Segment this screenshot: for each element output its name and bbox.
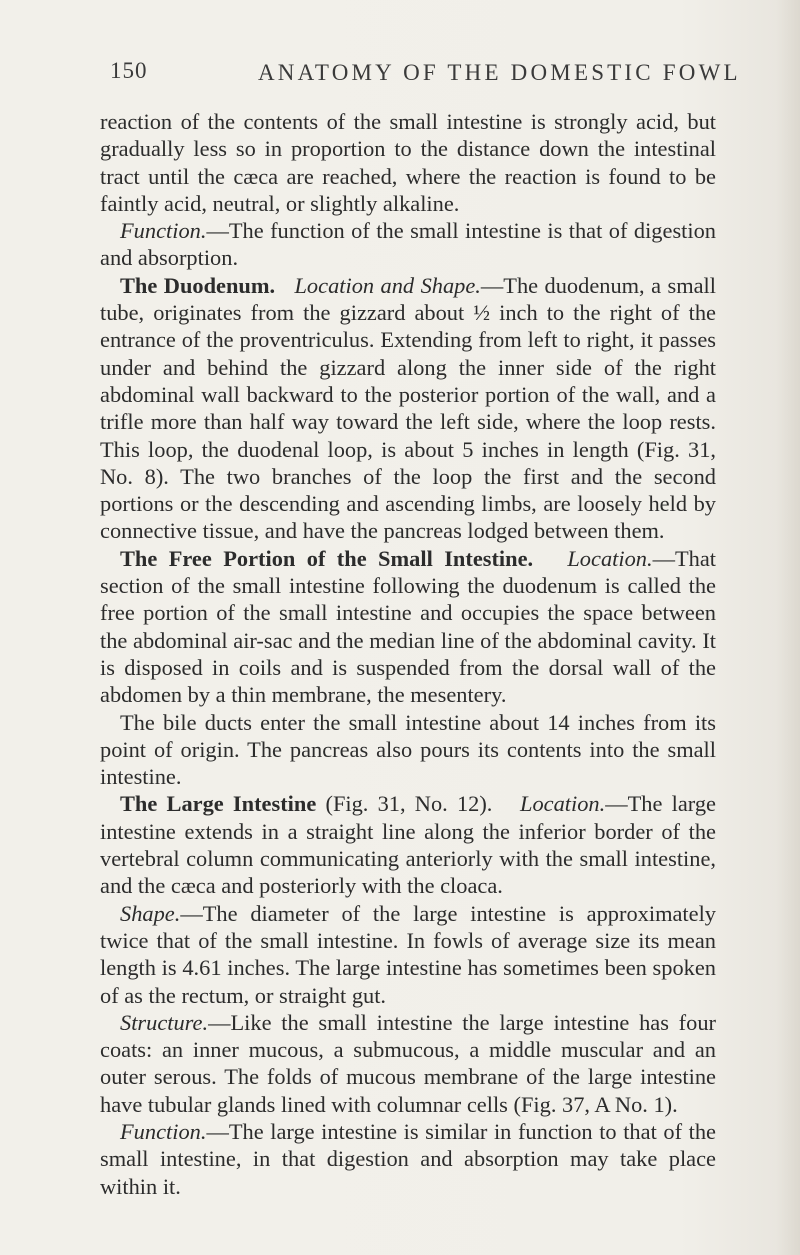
- paragraph-7-subheading: Shape.: [120, 900, 181, 926]
- paragraph-2-text: —The function of the small intestine is that of digestion and absorption.: [100, 218, 716, 271]
- paragraph-6: [100, 790, 716, 899]
- paragraph-3-subheading: Location and Shape.: [294, 272, 481, 298]
- paragraph-6-reference: (Fig. 31, No. 12).: [316, 791, 502, 817]
- paragraph-4-heading: The Free Portion of the Small Intestine.: [120, 545, 534, 571]
- paragraph-1: [100, 108, 716, 217]
- paragraph-2-subheading: Function.: [120, 218, 207, 244]
- paragraph-5: [100, 709, 716, 791]
- paragraph-9-subheading: Function.: [120, 1118, 207, 1144]
- paragraph-8: [100, 1009, 716, 1118]
- paragraph-8-text: —Like the small intestine the large intestine has four coats: an inner mucous, a submucous, a middle muscular and an outer serous. The folds of mucous membrane of the large intestine have tubular glands lined with columnar cells (Fig. 37, A No. 1).: [100, 1009, 716, 1117]
- paragraph-3: [100, 272, 716, 545]
- paragraph-9-text: —The large intestine is similar in function to that of the small intestine, in that digestion and absorption may take place within it.: [100, 1118, 716, 1199]
- paragraph-4-text: —That section of the small intestine following the duodenum is called the free portion of the small intestine and occupies the space between the abdominal air-sac and the median line of the abdominal cavity. It is disposed in coils and is suspended from the dorsal wall of the abdomen by a thin membrane, the mesentery.: [100, 545, 717, 708]
- paragraph-2: [100, 217, 716, 272]
- paragraph-8-subheading: Structure.: [120, 1009, 209, 1035]
- paragraph-4-subheading: Location.: [567, 545, 653, 571]
- paragraph-3-heading: The Duodenum.: [120, 272, 276, 298]
- paragraph-6-subheading: Location.: [520, 791, 606, 817]
- paragraph-4: [100, 545, 716, 709]
- paragraph-1-text: reaction of the contents of the small intestine is strongly acid, but gradually less so in proportion to the distance down the intestinal tract until the cæca are reached, where the reaction is found to be faintly acid, neutral, or slightly alkaline.: [100, 109, 716, 216]
- paragraph-7-text: —The diameter of the large intestine is approximately twice that of the small intestine. In fowls of average size its mean length is 4.61 inches. The large intestine has sometimes been spoken of as the rectum, or straight gut.: [100, 900, 716, 1008]
- paragraph-6-text: —The large intestine extends in a straight line along the inferior border of the vertebral column communicating anteriorly with the small intestine, and the cæca and posteriorly with the cloaca.: [100, 791, 716, 899]
- paragraph-5-text: The bile ducts enter the small intestine about 14 inches from its point of origin. The pancreas also pours its contents into the small intestine.: [100, 709, 716, 790]
- page-number: 150: [110, 58, 148, 83]
- paragraph-6-heading: The Large Intestine: [120, 791, 317, 817]
- paragraph-7: [100, 900, 716, 1009]
- paragraph-9: [100, 1118, 716, 1200]
- running-title: ANATOMY OF THE DOMESTIC FOWL: [258, 60, 741, 85]
- body-text: [100, 108, 716, 1200]
- paragraph-3-text: —The duodenum, a small tube, originates from the gizzard about ½ inch to the right of the entrance of the proventriculus. Extending from left to right, it passes under and behind the gizzard along the inner side of the right abdominal wall backward to the posterior portion of the wall, and a trifle more than half way toward the left side, where the loop rests. This loop, the duodenal loop, is about 5 inches in length (Fig. 31, No. 8). The two branches of the loop the first and the second portions or the descending and ascending limbs, are loosely held by connective tissue, and have the pancreas lodged between them.: [100, 272, 716, 544]
